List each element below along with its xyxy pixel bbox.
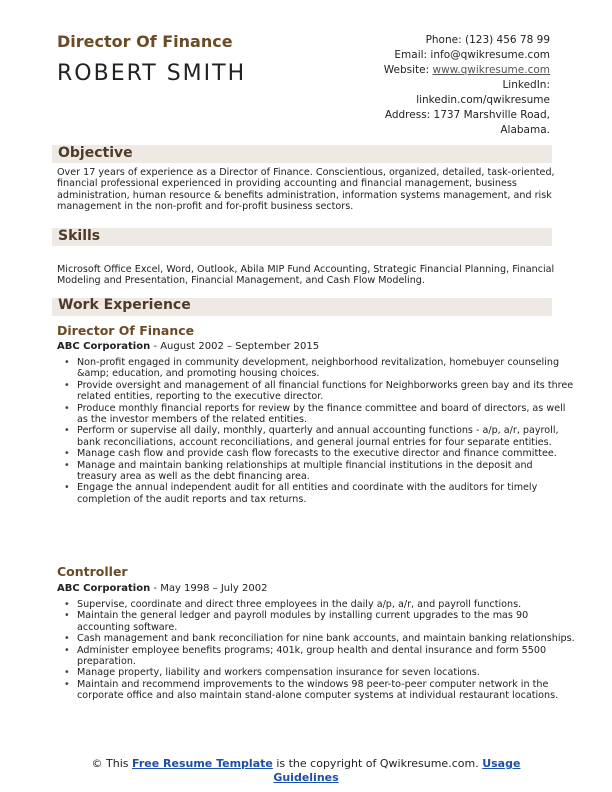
header-job-title: Director Of Finance bbox=[57, 32, 233, 51]
list-item: • Engage the annual independent audit for all entities and coordinate with the auditors for timely completion of the audit reports and tax returns. bbox=[77, 482, 575, 505]
job-2-company-line bbox=[57, 583, 267, 594]
email-value: info@qwikresume.com bbox=[430, 49, 550, 61]
job-1-company: ABC Corporation bbox=[57, 341, 151, 352]
list-item: • Non-profit engaged in community development, neighborhood revitalization, homebuyer counseling &amp; education, and promoting housing choices. bbox=[77, 357, 575, 380]
job-1-dates: - August 2002 – September 2015 bbox=[150, 341, 320, 352]
contact-block bbox=[384, 33, 550, 138]
footer-copyright: © This bbox=[91, 757, 133, 770]
list-item: • Manage cash flow and provide cash flow forecasts to the executive director and finance committee. bbox=[77, 448, 575, 459]
list-item: • Administer employee benefits programs; 401k, group health and dental insurance and form 5500 preparation. bbox=[77, 645, 575, 668]
skills-text: Microsoft Office Excel, Word, Outlook, Abila MIP Fund Accounting, Strategic Financial Planning, Financial Modeling and Presentation, Financial Management, and Cash Flow Modeling. bbox=[57, 264, 555, 287]
website-line: Website: www.qwikresume.com bbox=[383, 64, 550, 76]
footer-middle-text: is the copyright of Qwikresume.com. bbox=[272, 757, 483, 770]
skills-section-bar bbox=[52, 228, 552, 246]
free-resume-template-link[interactable]: Free Resume Template bbox=[132, 757, 273, 770]
list-item: • Produce monthly financial reports for review by the finance committee and board of directors, as well as the investor members of the related entities. bbox=[77, 403, 575, 426]
phone-value: (123) 456 78 99 bbox=[464, 34, 550, 46]
job-2-bullets bbox=[57, 599, 575, 702]
job-2-company: ABC Corporation bbox=[57, 583, 151, 594]
candidate-name: ROBERT SMITH bbox=[57, 61, 247, 86]
list-item: • Manage and maintain banking relationships at multiple financial institutions in the deposit and treasury area as well as the debt financing area. bbox=[77, 460, 575, 483]
skills-heading: Skills bbox=[58, 228, 101, 244]
list-item: • Perform or supervise all daily, monthly, quarterly and annual accounting functions - a/p, a/r, payroll, bank reconciliations, account reconciliations, and general journal entries for four separate entities. bbox=[77, 425, 575, 448]
list-item: • Maintain and recommend improvements to the windows 98 peer-to-peer computer network in the corporate office and also maintain stand-alone computer systems at individual restaurant locations. bbox=[77, 679, 575, 702]
experience-heading: Work Experience bbox=[58, 297, 191, 313]
email-line: Email: info@qwikresume.com bbox=[394, 49, 550, 61]
list-item: • Maintain the general ledger and payroll modules by installing current upgrades to the mas 90 accounting software. bbox=[77, 610, 575, 633]
address-line: Address: 1737 Marshville Road, bbox=[384, 109, 550, 121]
list-item: • Supervise, coordinate and direct three employees in the daily a/p, a/r, and payroll functions. bbox=[77, 599, 575, 610]
job-1-bullets bbox=[57, 357, 575, 505]
linkedin-value-line: linkedin.com/qwikresume bbox=[416, 94, 550, 106]
objective-heading: Objective bbox=[58, 145, 133, 161]
job-1-company-line bbox=[57, 341, 319, 352]
list-item: • Cash management and bank reconciliation for nine bank accounts, and maintain banking relationships. bbox=[77, 633, 575, 644]
job-2-dates: - May 1998 – July 2002 bbox=[150, 583, 268, 594]
linkedin-label-line: LinkedIn: bbox=[502, 79, 550, 91]
phone-line: Phone: (123) 456 78 99 bbox=[425, 34, 550, 46]
website-link[interactable]: www.qwikresume.com bbox=[432, 64, 550, 76]
list-item: • Provide oversight and management of all financial functions for Neighborworks green bay and its three related entities, reporting to the executive director. bbox=[77, 380, 575, 403]
footer bbox=[60, 757, 552, 785]
objective-text: Over 17 years of experience as a Director of Finance. Conscientious, organized, detailed, task-oriented, financial professional experienced in providing accounting and financial management, business administration, human resource & benefits administration, information systems management, and risk management in the non-profit and for-profit business sectors. bbox=[57, 167, 555, 213]
job-2-role: Controller bbox=[57, 564, 128, 579]
address-line-2: Alabama. bbox=[500, 124, 550, 136]
job-1-role: Director Of Finance bbox=[57, 323, 195, 338]
list-item: • Manage property, liability and workers compensation insurance for seven locations. bbox=[77, 667, 575, 678]
usage-guidelines-link[interactable]: Usage Guidelines bbox=[273, 757, 521, 784]
